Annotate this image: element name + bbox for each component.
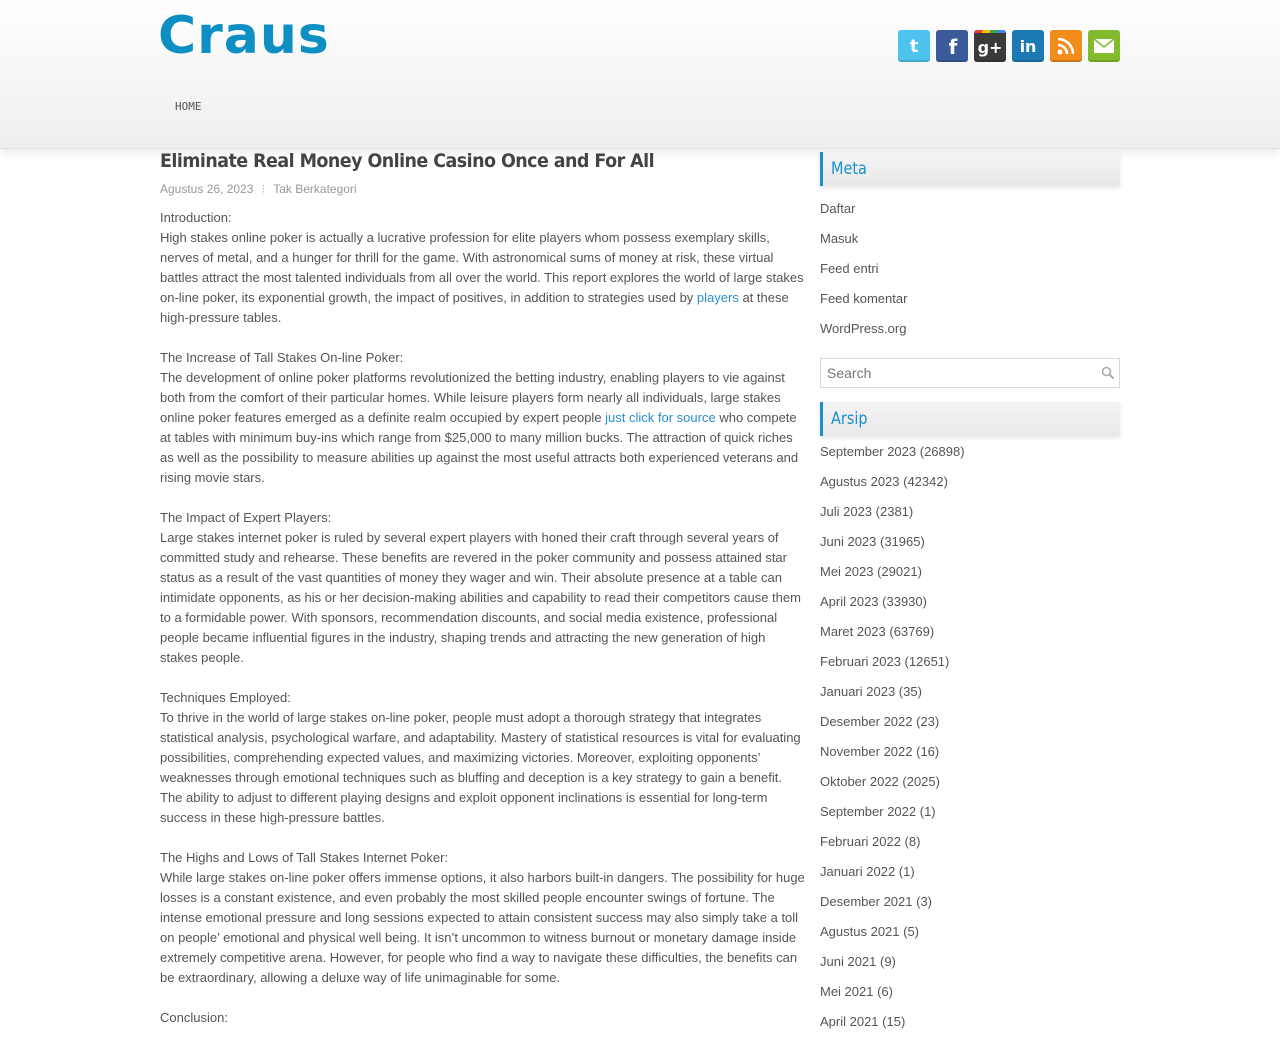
conclusion-heading: Conclusion: — [160, 1010, 228, 1025]
archive-item[interactable]: Maret 2023 (63769) — [820, 624, 935, 639]
search-input[interactable] — [821, 359, 1097, 387]
archive-item[interactable]: Oktober 2022 (2025) — [820, 774, 940, 789]
paragraph-highs-lows — [160, 848, 805, 988]
archive-item[interactable]: Januari 2023 (35) — [820, 684, 922, 699]
twitter-icon[interactable] — [898, 30, 930, 62]
players-link[interactable]: players — [696, 290, 739, 305]
archive-item[interactable]: Mei 2023 (29021) — [820, 564, 922, 579]
archive-item[interactable]: September 2022 (1) — [820, 804, 936, 819]
archive-item[interactable]: Mei 2021 (6) — [820, 984, 893, 999]
post — [160, 148, 805, 1048]
paragraph-intro — [160, 208, 805, 328]
sidebar — [820, 152, 1120, 1037]
techniques-heading: Techniques Employed: — [160, 690, 291, 705]
svg-text:g+: g+ — [977, 38, 1003, 57]
archive-item[interactable]: Februari 2023 (12651) — [820, 654, 950, 669]
techniques-text: To thrive in the world of large stakes on-line poker, people must adopt a thorough strategy that integrates statistical analysis, psychological warfare, and adaptability. Mastery of statistical resources is vital for evaluating possibilities, comprehending expected values, and maximizing victories. Moreover, exploiting opponents’ weaknesses through emotional techniques such as bluffing and deception is a key strategy to gain a benefit. The ability to adjust to different playing designs and exploit opponent inclinations is essential for long-term success in these high-pressure battles. — [160, 710, 801, 825]
archive-item[interactable]: Agustus 2021 (5) — [820, 924, 920, 939]
source-link[interactable]: just click for source — [605, 410, 716, 425]
archive-item[interactable]: Desember 2021 (3) — [820, 894, 932, 909]
meta-item[interactable]: Masuk — [820, 231, 859, 246]
paragraph-rise — [160, 348, 805, 488]
intro-text: High stakes online poker is actually a lucrative profession for elite players whom possess exemplary skills, nerves of metal, and a hunger for thrill for the game. With astronomical sums of money at risk, these virtual battles attract the most talented individuals from all over the world. This report explores the world of large stakes on-line poker, its exponential growth, the impact of positives, in addition to strategies used by — [160, 230, 804, 305]
main-nav — [175, 97, 202, 115]
search-box — [820, 358, 1120, 388]
post-body — [160, 208, 805, 1028]
svg-text:in: in — [1019, 37, 1037, 56]
rss-icon[interactable] — [1050, 30, 1082, 62]
meta-item[interactable]: WordPress.org — [820, 321, 907, 336]
rise-text: The development of online poker platforms revolutionized the betting industry, enabling players to vie against both from the comfort of their particular homes. While leisure players form nearly all individuals, large stakes online poker features emerged as a definite realm occupied by expert people — [160, 370, 785, 425]
paragraph-techniques — [160, 688, 805, 828]
impact-text: Large stakes internet poker is ruled by several expert players with honed their craft through several years of committed study and rehearse. These benefits are revered in the poker community and possess attained star status as a result of the vast quantities of money they wager and win. Their absolute presence at a table can intimidate opponents, as his or her decision-making abilities and capability to read their competitors cause them to a formidable power. With sponsors, recommendation discounts, and social media existence, professional people became influential figures in the industry, shaping trends and attracting the new generation of high stakes people. — [160, 530, 801, 665]
archive-item[interactable]: November 2022 (16) — [820, 744, 940, 759]
impact-heading: The Impact of Expert Players: — [160, 510, 332, 525]
post-date[interactable]: Agustus 26, 2023 — [160, 182, 254, 196]
meta-widget-title: Meta — [820, 152, 1120, 186]
meta-list — [820, 194, 1120, 344]
archive-item[interactable]: April 2021 (15) — [820, 1014, 906, 1029]
paragraph-impact — [160, 508, 805, 668]
meta-item[interactable]: Feed komentar — [820, 291, 908, 306]
social-links — [898, 30, 1120, 62]
site-logo[interactable]: Craus — [158, 6, 330, 66]
paragraph-conclusion — [160, 1008, 805, 1028]
archive-item[interactable]: Agustus 2023 (42342) — [820, 474, 948, 489]
intro-text-end: at these high-pressure tables. — [160, 290, 789, 325]
highs-text: While large stakes on-line poker offers immense options, it also harbors built-in dangers. The possibility for huge losses is a constant existence, and even probably the most skilled people encounter swings of fortune. The intense emotional pressure and long sessions expected to attain consistent success may also simply take a toll on people’ emotional and physical well being. It isn’t uncommon to witness burnout or monetary damage inside extremely competitive arena. However, for people who find a way to navigate these difficulties, the benefits can be extraordinary, allowing a deluxe way of life unimaginable for some. — [160, 870, 805, 985]
archive-item[interactable]: Juni 2023 (31965) — [820, 534, 925, 549]
svg-text:t: t — [909, 36, 919, 57]
archive-list — [820, 437, 1120, 1037]
highs-heading: The Highs and Lows of Tall Stakes Internet Poker: — [160, 850, 449, 865]
header — [0, 0, 1280, 149]
rise-text-end: who compete at tables with minimum buy-ins which range from $25,000 to many million bucks. The attraction of quick riches as well as the possibility to measure abilities up against the most useful attracts both experienced veterans and rising movie stars. — [160, 410, 799, 485]
archive-widget-title: Arsip — [820, 402, 1120, 436]
post-meta — [160, 182, 805, 196]
archive-item[interactable]: Februari 2022 (8) — [820, 834, 921, 849]
rise-heading: The Increase of Tall Stakes On-line Poker: — [160, 350, 404, 365]
archive-item[interactable]: April 2023 (33930) — [820, 594, 927, 609]
archive-item[interactable]: Juli 2023 (2381) — [820, 504, 914, 519]
email-icon[interactable] — [1088, 30, 1120, 62]
meta-item[interactable]: Daftar — [820, 201, 856, 216]
archive-item[interactable]: Desember 2022 (23) — [820, 714, 940, 729]
linkedin-icon[interactable] — [1012, 30, 1044, 62]
facebook-icon[interactable] — [936, 30, 968, 62]
svg-text:f: f — [948, 35, 958, 57]
meta-item[interactable]: Feed entri — [820, 261, 879, 276]
nav-home[interactable]: HOME — [175, 100, 202, 113]
archive-item[interactable]: Januari 2022 (1) — [820, 864, 915, 879]
meta-separator: ⁝ — [261, 182, 266, 196]
archive-item[interactable]: September 2023 (26898) — [820, 444, 965, 459]
search-icon[interactable] — [1097, 362, 1119, 384]
post-category[interactable]: Tak Berkategori — [273, 182, 357, 196]
post-title[interactable]: Eliminate Real Money Online Casino Once and For All — [160, 150, 655, 172]
archive-item[interactable]: Juni 2021 (9) — [820, 954, 896, 969]
intro-heading: Introduction: — [160, 210, 232, 225]
google-plus-icon[interactable] — [974, 30, 1006, 62]
